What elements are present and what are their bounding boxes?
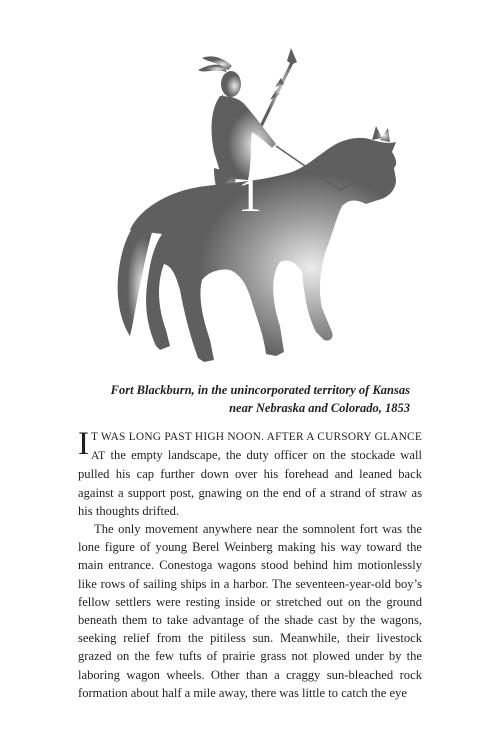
epigraph-line-2: near Nebraska and Colorado, 1853 <box>229 401 410 415</box>
paragraph-1-opening: T WAS LONG PAST HIGH NOON. AFTER A CURSORY GLANCE AT <box>91 431 422 463</box>
spear-icon <box>257 48 297 132</box>
paragraph-1-text: the empty landscape, the duty officer on the stockade wall pulled his cap further down over his forehead and leaned back against a support post, gnawing on the end of a strand of straw as his thoughts drifted. <box>78 448 422 518</box>
epigraph-line-1: Fort Blackburn, in the unincorporated territory of Kansas <box>110 383 410 397</box>
paragraph-1 <box>78 427 422 520</box>
drop-cap: I <box>78 426 89 462</box>
epigraph <box>90 381 410 417</box>
body-text <box>78 427 422 702</box>
paragraph-2: The only movement anywhere near the somnolent fort was the lone figure of young Berel Weinberg making his way toward the main entrance. Conestoga wagons stood behind him motionlessly like rows of sailing ships in a harbor. The seventeen-year-old boy’s fellow settlers were resting inside or stretched out on the ground beneath them to take advantage of the shade cast by the wagons, seeking relief from the pitiless sun. Meanwhile, their livestock grazed on the few tufts of prairie grass not plowed under by the laboring wagon wheels. Other than a craggy sun-bleached rock formation about half a mile away, there was little to catch the eye <box>78 522 422 700</box>
chapter-number: 1 <box>238 169 262 222</box>
